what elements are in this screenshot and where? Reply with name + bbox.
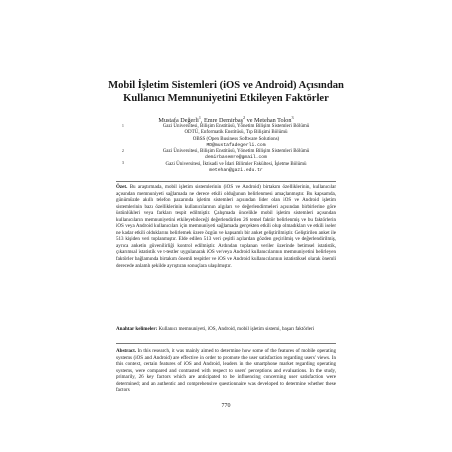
affiliation-2-line-1: Gazi Üniversitesi, Bilişim Enstitüsü, Yönetim Bilişim Sistemleri Bölümü	[162, 149, 310, 155]
keywords-label: Anahtar kelimeler:	[116, 326, 158, 332]
title-line-1: Mobil İşletim Sistemleri (iOS ve Android) Açısından	[108, 80, 344, 91]
top-divider	[116, 181, 336, 182]
affiliation-1	[122, 123, 346, 149]
author-name-3: Metehan Tolon	[254, 117, 292, 125]
author-name-2: Emre Demirbaş	[204, 117, 244, 125]
keywords-section	[116, 326, 336, 333]
ozet-label: Özet.	[116, 184, 128, 190]
abstract-text: In this research, it was mainly aimed to determine how some of the features of mobile operating systems (iOS and Android) are effective in order to promote the user satisfaction regarding users' views. In this context, certain features of iOS and Android, leaders in the smartphone market regarding operating systems, were compared and contrasted with respect to users' perceptions and evaluations. In the study, primarily, 26 key factors which are anticipated to be influencing concerning user satisfaction were determined; and an authentic and comprehensive questionnaire was developed to determine whether these factors	[116, 348, 337, 394]
abstract-label: Abstract.	[116, 348, 137, 354]
abstract-section	[116, 348, 336, 394]
author-separator-1: ,	[200, 117, 204, 125]
affiliation-mark-2: 2	[122, 148, 124, 153]
author-name-1: Mustafa Değerli	[158, 117, 199, 125]
author-affiliation-mark-2: 2	[243, 115, 246, 120]
affiliation-1-line-3: OBSS (Open Business Software Solutions)	[192, 136, 280, 142]
title-line-2: Kullanıcı Memnuniyetini Etkileyen Faktörler	[123, 92, 329, 104]
ozet-text: Bu araştırmada, mobil işletim sistemlerinin (iOS ve Android) birtakım özelliklerinin, kullanıcılar açısından memnuniyeti sağlamada ne derece etkili olduğunun belirlenmesi amaçlanmıştır. Bu kapsamda, günümüzde akıllı telefon pazarında işletim sistemleri açısından lider olan iOS ve Android işletim sistemlerinin bazı özelliklerinin kullanıcılarının algıları ve değerlendirmeleri açısından birbirlerine göre üstünlükleri veya farkları tespit edilmiştir. Çalışmada öncelikle mobil işletim sistemleri açısından kullanıcıların memnuniyetini etkileyebileceği değerlendirilen 26 temel faktör belirlenmiş ve bu faktörlerin iOS veya Android kullanıcıları için memnuniyeti sağlamada gerçekten etkili olup olmadıkları ve etkili iseler ne kadar etkili olduklarını belirlemek üzere özgün ve kapsamlı bir anket geliştirilmiştir. Geliştirilen anket ile 513 kişiden veri toplanmıştır. Elde edilen 513 veri çeşitli açılardan gözden geçirilmiş ve değerlendirilmiş, ayrıca anketin güvenilirliği kontrol edilmiştir. Ardından toplanan veriler üzerinde betimsel istatistik, çıkarımsal istatistik ve t-testler uygulanarak iOS ve/veya Android kullanıcılarının memnuniyetini belirleyen faktörler bağlamında birtakım önemli tespitler ve iOS ve Android kullanıcılarının istatistiksel olarak önemli derecede anlamlı şekilde ayrıştıran sonuçlara ulaşılmıştır.	[116, 184, 336, 269]
author-separator-2: ve	[245, 117, 255, 125]
affiliation-2	[122, 148, 346, 162]
affiliation-mark-3: 3	[122, 161, 124, 166]
affiliation-3	[122, 161, 346, 175]
middle-divider	[116, 343, 336, 344]
affiliation-1-email: MD@mustafadegerli.com	[206, 142, 266, 148]
affiliation-1-line-1: Gazi Üniversitesi, Bilişim Enstitüsü, Yönetim Bilişim Sistemleri Bölümü	[162, 124, 310, 129]
affiliation-3-line-1: Gazi Üniversitesi, İktisadi ve İdari Bilimler Fakültesi, İşletme Bölümü	[165, 161, 307, 167]
affiliation-2-email: demirbasemre@gmail.com	[205, 155, 267, 161]
ozet-section	[116, 184, 336, 269]
affiliation-list	[122, 123, 346, 174]
author-list	[0, 114, 452, 124]
keywords-text: Kullanıcı memnuniyeti, iOS, Android, mobil işletim sistemi, başarı faktörleri	[158, 326, 315, 332]
affiliation-1-line-2: ODTÜ, Enformatik Enstitüsü, Tıp Bilişimi Bölümü	[184, 130, 288, 136]
paper-title	[0, 80, 452, 105]
affiliation-mark-1: 1	[122, 123, 124, 128]
affiliation-3-email: metehan@gazi.edu.tr	[209, 168, 263, 174]
page-number: 770	[221, 403, 231, 409]
author-affiliation-mark-3: 3	[291, 115, 294, 120]
author-affiliation-mark-1: 1	[198, 115, 201, 120]
